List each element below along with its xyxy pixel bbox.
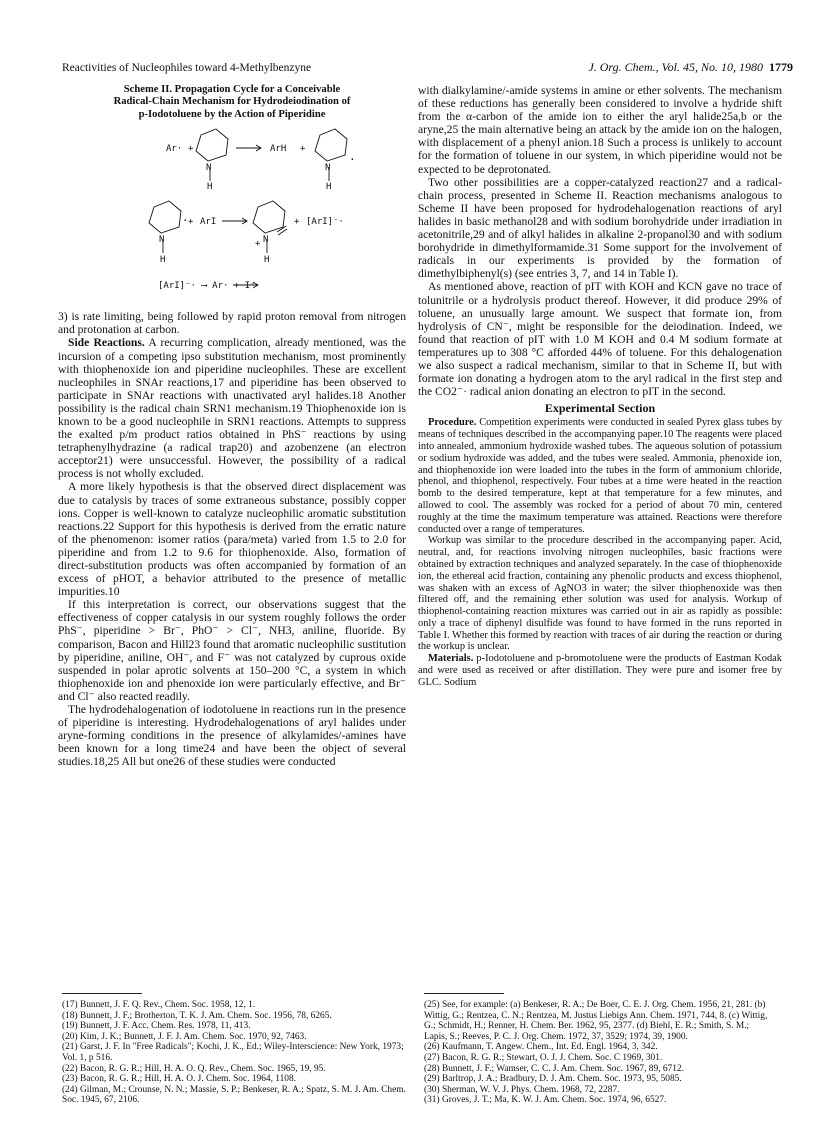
procedure-paragraph xyxy=(418,417,782,535)
right-column xyxy=(418,84,782,689)
piperidine-ring-2 xyxy=(315,129,347,161)
piperidine-ring-4 xyxy=(253,201,285,233)
paragraph: If this interpretation is correct, our observations suggest that the effectiveness of copper catalysis in our system roughly follows the order PhS⁻, piperidine > Br⁻, PhO⁻ > Cl⁻, NH3, aniline, fluoride. By comparison, Bacon and Hill23 found that aromatic nucleophilic sustitution by piperidine, aniline, OH⁻, and F⁻ was not catalyzed by cuprous oxide suspended in polar aprotic solvents at 150–200 °C, a system in which thiophenoxide ion and phenoxide ion were particularly effective, and Br⁻ and Cl⁻ also reacted readily. xyxy=(58,598,406,703)
footnote-rule-right xyxy=(424,993,504,994)
arene-label: ArH xyxy=(270,144,287,155)
page-number: 1779 xyxy=(769,60,793,74)
ring1-n: N xyxy=(206,163,212,174)
ring4-plus: + xyxy=(255,239,261,250)
ring4-h: H xyxy=(264,255,270,266)
footnote: (29) Barltrop, J. A.; Bradbury, D. J. Am. Chem. Soc. 1973, 95, 5085. xyxy=(424,1074,682,1085)
footnote: (21) Garst, J. F. In "Free Radicals"; Kochi, J. K., Ed.; Wiley-Interscience: New York, 1973; Vol. 1, p 516. xyxy=(62,1042,404,1063)
footnotes-left xyxy=(62,1000,412,1106)
ring2-h: H xyxy=(326,182,332,193)
materials-text: p-Iodotoluene and p-bromotoluene were the products of Eastman Kodak and were used as received or after distillation. They were pure and isomer free by GLC. Sodium xyxy=(418,653,782,688)
scheme-title-line-1: Scheme II. Propagation Cycle for a Conceivable xyxy=(123,84,341,95)
plus-sign: + xyxy=(188,144,194,155)
footnote: (23) Bacon, R. G. R.; Hill, H. A. O. J. Chem. Soc. 1964, 1108. xyxy=(62,1074,297,1085)
footnote: (31) Groves, J. T.; Ma, K. W. J. Am. Chem. Soc. 1974, 96, 6527. xyxy=(424,1095,667,1106)
side-reactions-heading: Side Reactions. xyxy=(68,336,145,350)
scheme-title xyxy=(58,84,406,121)
materials-paragraph xyxy=(418,653,782,688)
piperidine-ring-3 xyxy=(149,201,181,233)
paragraph: 3) is rate limiting, being followed by rapid proton removal from nitrogen and protonation at carbon. xyxy=(58,310,406,337)
ring3-h: H xyxy=(160,255,166,266)
footnote: (27) Bacon, R. G. R.; Stewart, O. J. J. Chem. Soc. C 1969, 301. xyxy=(424,1052,663,1063)
paragraph xyxy=(58,336,406,480)
running-header-left: Reactivities of Nucleophiles toward 4-Methylbenzyne xyxy=(62,62,312,74)
radical-anion-label: [ArI]⁻· xyxy=(306,217,344,228)
svg-text:·: · xyxy=(182,214,189,228)
ring3-n: N xyxy=(159,235,165,246)
ring4-n: N xyxy=(263,235,269,246)
dissociation-equation: [ArI]⁻· ⟶ Ar· + I⁻ xyxy=(158,281,256,292)
footnote: (18) Bunnett, J. F.; Brotherton, T. K. J. Am. Chem. Soc. 1956, 78, 6265. xyxy=(62,1010,332,1021)
footnote: (20) Kim, J. K.; Bunnett, J. F. J. Am. Chem. Soc. 1970, 92, 7463. xyxy=(62,1031,307,1042)
plus-sign: + xyxy=(294,217,300,228)
journal-citation: J. Org. Chem., Vol. 45, No. 10, 1980 xyxy=(588,60,763,74)
footnotes-right xyxy=(424,1000,774,1106)
footnote-rule-left xyxy=(62,993,142,994)
side-reactions-text: A recurring complication, already mentioned, was the incursion of a competing ipso substitution mechanism, most prominently with thiophenoxide ion and piperidine nucleophiles. These are excellent nucleophiles in SNAr reactions,17 and piperidine has been observed to participate in SNAr reactions with unactivated aryl halides.18 Another possibility is the radical chain SRN1 mechanism.19 Thiophenoxide ion is known to be a good nucleophile in SRN1 reactions. Attempts to suppress the exalted p/m product ratios obtained in PhS⁻ reactions by using tetraphenylhydrazine (a radical trap20) and azobenzene (an electron acceptor21) were unsuccessful. However, the possibility of a radical process is not wholly excluded. xyxy=(58,336,406,481)
paragraph: with dialkylamine/-amide systems in amine or ether solvents. The mechanism of these reductions has generally been considered to involve a hydride shift from the α-carbon of the amide ion to either the aryl halide25a,b or the aryne,25 the main alternative being an attack by the amide ion on the halogen, with displacement of a phenyl anion.18 Such a process is unlikely to account for the formation of toluene in our system, in which piperidine would not be expected to be deprotonated. xyxy=(418,84,782,176)
scheme-title-line-3: p-Iodotoluene by the Action of Piperidine xyxy=(138,108,326,120)
paragraph: A more likely hypothesis is that the observed direct displacement was due to catalysis by traces of some extraneous substance, possibly copper ions. Copper is well-known to catalyze nucleophilic aromatic substitution reactions.22 Support for this hypothesis is derived from the erratic nature of the phenomenon: isomer ratios (para/meta) varied from 1.5 to 2.0 for piperidine and from 1.2 to 9.6 for thiophenoxide. Also, formation of direct-substitution products was often accompanied by formation of an excess of pHOT, a behavior attributed to the presence of metallic impurities.10 xyxy=(58,480,406,599)
materials-heading: Materials. xyxy=(428,653,474,665)
footnote: (17) Bunnett, J. F. Q. Rev., Chem. Soc. 1958, 12, 1. xyxy=(62,1000,256,1010)
aryl-iodide-label: ArI xyxy=(200,217,217,228)
footnote: (19) Bunnett, J. F. Acc. Chem. Res. 1978, 11, 413. xyxy=(62,1021,251,1032)
running-header-right xyxy=(588,60,793,75)
footnote: (28) Bunnett, J. F.; Wamser, C. C. J. Am. Chem. Soc. 1967, 89, 6712. xyxy=(424,1063,684,1074)
procedure-heading: Procedure. xyxy=(428,417,477,429)
workup-paragraph: Workup was similar to the procedure described in the accompanying paper. Acid, neutral, and, for reactions involving nitrogen nucleophiles, basic fractions were obtained by extraction techniques and analyzed separately. In the case of thiophenoxide ion, the ethereal acid fraction, containing any phenolic products and excess thiophenol, was shaken with an excess of AgNO3 in water; the silver thiophenoxide was then filtered off, and the remaining ether solution was used for analysis. Workup of thiophenol-containing reaction mixtures was carried out in air as rapidly as possible: only a trace of diphenyl disulfide was found to have formed in the runs reported in Table I. Whether this formed by reaction with traces of air during the reaction or during the workup is unclear. xyxy=(418,535,783,653)
footnote: (22) Bacon, R. G. R.; Hill, H. A. O. Q. Rev., Chem. Soc. 1965, 19, 95. xyxy=(62,1063,326,1074)
ring1-h: H xyxy=(207,182,213,193)
scheme-title-line-2: Radical-Chain Mechanism for Hydrodeiodination of xyxy=(113,96,351,108)
footnote: (25) See, for example: (a) Benkeser, R. A.; De Boer, C. E. J. Org. Chem. 1956, 21, 281. (b) Wittig, G.; Rentzea, C. N.; Rentzea, M. Justus Liebigs Ann. Chem. 1971, 744, 8. (c) Wittig, G.; Schmidt, H.; Renner, H. Chem. Ber. 1962, 95, 2377. (d) Biehl, E. R.; Smith, S. M.; Lapis, S.; Reeves, P. C. J. Org. Chem. 1972, 37, 3529; 1974, 39, 1900. xyxy=(424,1000,768,1042)
paragraph: Two other possibilities are a copper-catalyzed reaction27 and a radical-chain process, presented in Scheme II. Reaction mechanisms analogous to Scheme II have been proposed for hydrodehalogenation reactions of aryl halides in basic methanol28 and with sodium borohydride under irradiation in acetonitrile,29 and of alkyl halides in alkaline 2-propanol30 and with sodium borohydride in dimethylformamide.31 Some support for the involvement of radicals in our experiments is provided by the formation of dimethylbiphenyl(s) (see entries 3, 7, and 14 in Table I). xyxy=(418,175,782,281)
left-column xyxy=(58,84,406,769)
piperidine-ring-1 xyxy=(196,129,228,161)
plus-sign: + xyxy=(188,217,194,228)
ring2-n: N xyxy=(325,163,331,174)
footnote: (26) Kaufmann, T. Angew. Chem., Int. Ed. Engl. 1964, 3, 342. xyxy=(424,1042,658,1053)
paragraph: The hydrodehalogenation of iodotoluene in reactions run in the presence of piperidine is interesting. Hydrodehalogenations of aryl halides under aryne-forming conditions in the presence of alkylamides/-amines have been known for a long time24 and have been the object of several studies.18,25 All but one26 of these studies were conducted xyxy=(58,703,406,769)
procedure-text: Competition experiments were conducted in sealed Pyrex glass tubes by means of techniques described in the accompanying paper.10 The reagents were placed into annealed, ammonium hydroxide washed tubes. The aqueous solution of potassium or sodium hydroxide was added, and the tubes were sealed. Ammonia, phenoxide ion, and thiophenoxide ion were loaded into the tubes in the form of ammonium chloride, phenol, and thiophenol, respectively. Four tubes at a time were heated in the reaction bomb to the desired temperature, kept at that temperature for a few minutes, and allowed to cool. The assembly was rocked for a period of about 70 min, centered roughly at the time the maximum temperature was attained. Reactions were therefore conducted over a range of temperatures. xyxy=(418,417,782,535)
footnote: (24) Gilman, M.; Crounse, N. N.; Massie, S. P.; Benkeser, R. A.; Spatz, S. M. J. Am. Chem. Soc. 1945, 67, 2106. xyxy=(62,1084,406,1106)
scheme-diagram xyxy=(58,125,406,310)
reaction-scheme xyxy=(58,125,406,310)
paragraph: As mentioned above, reaction of pIT with KOH and KCN gave no trace of tolunitrile or a hydrolysis product thereof. However, it did produce 29% of toluene, an unusually large amount. We suspect that formate ion, from hydrolysis of CN⁻, might be responsible for the deiodination. Indeed, we found that reaction of pIT with 1.0 M KOH and 0.4 M sodium formate at temperatures up to 308 °C afforded 44% of toluene. For this dehalogenation we also suspect a radical mechanism, similar to that in Scheme II, but with formate ion donating a hydrogen atom to the aryl radical in the first step and the CO2⁻· radical anion donating an electron to pIT in the second. xyxy=(418,280,782,399)
section-heading: Experimental Section xyxy=(544,401,656,416)
plus-sign: + xyxy=(300,144,306,155)
svg-text:·: · xyxy=(349,153,356,167)
aryl-radical-label: Ar· xyxy=(166,144,183,155)
footnote: (30) Sherman, W. V. J. Phys. Chem. 1968, 72, 2287. xyxy=(424,1084,620,1095)
